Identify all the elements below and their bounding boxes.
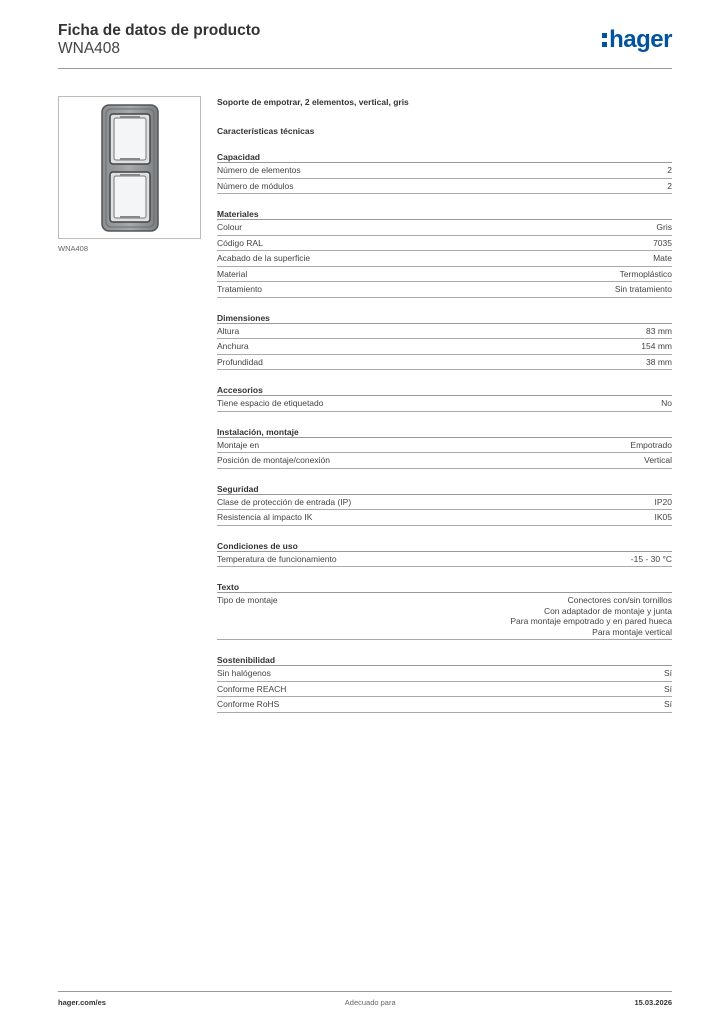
spec-row: [217, 552, 672, 568]
spec-value-line: Para montaje vertical: [592, 626, 672, 637]
spec-value-line: 2: [667, 180, 672, 191]
spec-section: [217, 208, 672, 298]
spec-value-line: 2: [667, 165, 672, 175]
footer-note: Adecuado para: [344, 998, 396, 1007]
spec-label: Conforme RoHS: [217, 699, 280, 709]
spec-label: Montaje en: [217, 439, 260, 450]
spec-value: [644, 455, 672, 466]
spec-row: [217, 666, 672, 682]
spec-row: [217, 438, 672, 454]
spec-value-line: IP20: [654, 496, 672, 507]
spec-row: [217, 251, 672, 267]
product-description: Soporte de empotrar, 2 elementos, vertical, gris: [217, 97, 409, 107]
spec-section: [217, 151, 672, 194]
spec-label: Material: [217, 268, 248, 279]
section-title: Accesorios: [217, 384, 672, 396]
spec-row: [217, 236, 672, 252]
spec-value: [653, 253, 672, 264]
spec-row: [217, 355, 672, 371]
spec-value-line: Vertical: [644, 455, 672, 465]
spec-value: [664, 668, 672, 679]
spec-value-line: Termoplástico: [619, 268, 672, 279]
spec-row: [217, 697, 672, 713]
spec-value: [620, 269, 672, 280]
logo-mark-icon: [602, 33, 607, 47]
product-image-caption: WNA408: [58, 244, 89, 253]
spec-row: [217, 163, 672, 179]
spec-value-line: 83 mm: [646, 325, 672, 336]
spec-value-line: 154 mm: [641, 341, 672, 351]
spec-value: [641, 341, 672, 352]
spec-label: Clase de protección de entrada (IP): [217, 496, 352, 507]
spec-label: Altura: [217, 325, 240, 336]
page-header: [58, 22, 672, 70]
spec-value: [646, 326, 672, 337]
spec-row: [217, 339, 672, 355]
spec-section: [217, 581, 672, 640]
spec-value: [661, 398, 672, 409]
spec-section: [217, 426, 672, 469]
spec-value-line: Sin tratamiento: [614, 284, 672, 294]
spec-label: Código RAL: [217, 237, 263, 248]
spec-value-line: 38 mm: [646, 356, 672, 367]
section-title: Materiales: [217, 208, 672, 220]
spec-label: Tratamiento: [217, 284, 263, 294]
spec-row: [217, 220, 672, 236]
spec-value: [631, 554, 672, 565]
spec-value-line: No: [661, 398, 672, 408]
section-title: Seguridad: [217, 483, 672, 495]
footer-website: hager.com/es: [58, 998, 106, 1007]
spec-label: Acabado de la superficie: [217, 253, 311, 263]
spec-value: [656, 222, 672, 233]
technical-characteristics-title: Características técnicas: [217, 126, 315, 136]
spec-value-line: Sí: [663, 683, 672, 694]
footer-date: 15.03.2026: [634, 998, 672, 1007]
spec-value: [655, 497, 673, 508]
spec-value: [653, 238, 672, 249]
spec-value-line: Empotrado: [630, 439, 672, 450]
spec-value: [664, 684, 672, 695]
spec-label: Número de elementos: [217, 165, 301, 175]
spec-label: Tiene espacio de etiquetado: [217, 398, 324, 408]
spec-section: [217, 483, 672, 526]
double-vertical-frame-icon: [100, 103, 160, 233]
section-title: Texto: [217, 581, 672, 593]
spec-label: Número de módulos: [217, 180, 294, 191]
spec-value: [630, 440, 672, 451]
header-divider: [58, 68, 672, 69]
spec-row: [217, 324, 672, 340]
section-title: Sostenibilidad: [217, 654, 672, 666]
product-image: [58, 96, 201, 239]
page-footer: [58, 998, 672, 1007]
spec-label: Tipo de montaje: [217, 595, 278, 605]
section-title: Instalación, montaje: [217, 426, 672, 438]
logo-text: hager: [609, 26, 672, 53]
spec-label: Profundidad: [217, 356, 263, 367]
spec-value-line: 7035: [653, 237, 672, 248]
spec-row: [217, 179, 672, 195]
spec-section: [217, 384, 672, 412]
spec-value: [510, 595, 672, 637]
spec-value: [646, 357, 672, 368]
hager-logo: [602, 26, 672, 54]
spec-value-line: Gris: [656, 222, 672, 232]
spec-label: Anchura: [217, 341, 249, 351]
page-title: Ficha de datos de producto: [58, 22, 261, 39]
spec-sections: [217, 151, 672, 713]
section-title: Condiciones de uso: [217, 540, 672, 552]
spec-label: Colour: [217, 222, 243, 232]
section-title: Capacidad: [217, 151, 672, 163]
spec-section: [217, 312, 672, 371]
spec-value: [655, 512, 673, 523]
spec-label: Conforme REACH: [217, 683, 287, 694]
spec-row: [217, 593, 672, 640]
spec-value-line: Sí: [663, 668, 672, 678]
footer-divider: [58, 991, 672, 992]
spec-value-line: Sí: [663, 699, 672, 709]
spec-section: [217, 540, 672, 568]
spec-row: [217, 396, 672, 412]
spec-content: [217, 96, 672, 713]
section-title: Dimensiones: [217, 312, 672, 324]
spec-label: Sin halógenos: [217, 668, 271, 678]
spec-section: [217, 654, 672, 713]
spec-label: Posición de montaje/conexión: [217, 455, 330, 465]
spec-value-line: Con adaptador de montaje y junta: [543, 605, 672, 616]
spec-row: [217, 510, 672, 526]
product-code: WNA408: [58, 40, 121, 57]
spec-value: [667, 181, 672, 192]
spec-label: Resistencia al impacto IK: [217, 512, 313, 522]
spec-row: [217, 495, 672, 511]
spec-value: [615, 284, 672, 295]
spec-value: [664, 699, 672, 710]
spec-row: [217, 682, 672, 698]
spec-row: [217, 282, 672, 298]
spec-row: [217, 453, 672, 469]
spec-row: [217, 267, 672, 283]
spec-value: [667, 165, 672, 176]
spec-value-line: Conectores con/sin tornillos: [567, 595, 672, 605]
spec-label: Temperatura de funcionamiento: [217, 553, 337, 564]
spec-value-line: -15 - 30 °C: [630, 553, 672, 564]
spec-value-line: IK05: [654, 512, 672, 522]
spec-value-line: Para montaje empotrado y en pared hueca: [510, 616, 672, 626]
spec-value-line: Mate: [653, 253, 672, 263]
